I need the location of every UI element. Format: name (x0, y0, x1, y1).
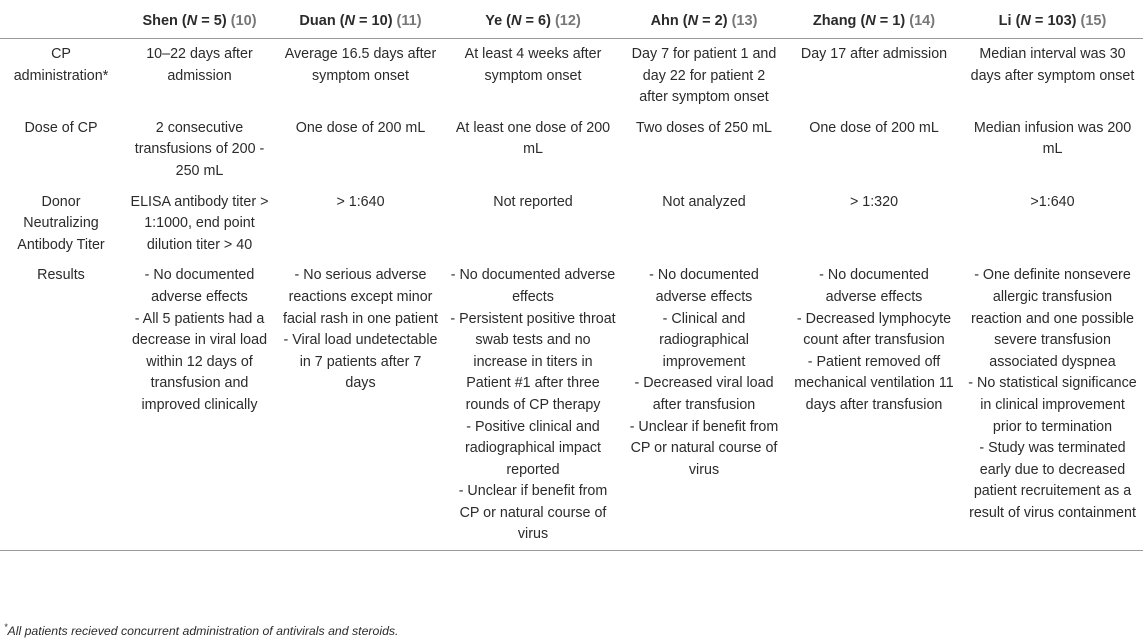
table-row (0, 113, 1143, 187)
footnote-mark: * (4, 622, 8, 632)
cell-text: Day 17 after admission (800, 46, 948, 62)
header-n-label: N (344, 13, 356, 29)
table-cell (122, 260, 277, 550)
header-author: Ahn (650, 13, 679, 29)
header-ref: 15 (1085, 13, 1102, 29)
cell-text: One dose of 200 mL (295, 119, 426, 136)
table-cell (277, 113, 444, 187)
row-label: CP administration* (13, 46, 109, 84)
header-cell-study: Ahn (N = 2) (13) (650, 13, 758, 29)
header-author: Li (998, 13, 1012, 29)
header-n-label: N (186, 13, 198, 29)
table-cell (277, 260, 444, 550)
table-row (0, 260, 1143, 550)
cell-text: - Decreased lymphocyte count after transfusion (796, 310, 952, 349)
header-n-value: 10 (371, 13, 388, 29)
table-cell (444, 39, 622, 113)
cell-text: - Unclear if benefit from CP or natural course of virus (629, 418, 779, 478)
cell-text: >1:640 (1030, 193, 1075, 210)
cell-text: At least 4 weeks after symptom onset (464, 46, 602, 84)
cell-text: Not analyzed (662, 193, 746, 210)
cell-text: - One definite nonsevere allergic transfusion reaction and one possible severe transfusion associated dyspnea (971, 267, 1134, 370)
table-cell (962, 260, 1143, 550)
header-author: Ye (485, 13, 503, 29)
header-ref: 10 (235, 13, 252, 29)
cell-text: > 1:320 (849, 193, 899, 210)
table-cell (622, 187, 786, 261)
header-author: Duan (299, 13, 336, 29)
cell-text: Median interval was 30 days after symptom onset (970, 46, 1135, 84)
table-cell (786, 39, 962, 113)
header-n-value: 1 (892, 13, 901, 29)
table-cell (622, 113, 786, 187)
header-row (0, 4, 1143, 39)
cell-text: Day 7 for patient 1 and day 22 for patient 2 after symptom onset (631, 46, 777, 106)
table-row (0, 187, 1143, 261)
header-n-label: N (687, 13, 699, 29)
row-label: Donor Neutralizing Antibody Titer (17, 193, 105, 253)
header-cell-study: Duan (N = 10) (11) (299, 13, 422, 29)
cell-text: Average 16.5 days after symptom onset (284, 46, 437, 84)
cell-text: - No documented adverse effects (450, 267, 616, 305)
clinical-trials-table (0, 4, 1143, 551)
cell-text: Median infusion was 200 mL (973, 119, 1132, 158)
table-cell (122, 113, 277, 187)
header-cell-study: Li (N = 103) (15) (998, 13, 1107, 29)
table-cell (786, 260, 962, 550)
header-n-value: 6 (538, 13, 547, 29)
cell-text: One dose of 200 mL (809, 119, 939, 136)
table-cell (444, 187, 622, 261)
header-cell-blank (0, 4, 122, 39)
cell-text: 10–22 days after admission (146, 46, 253, 84)
table-cell (444, 260, 622, 550)
header-cell-study: Ye (N = 6) (12) (485, 13, 581, 29)
header-cell-study: Zhang (N = 1) (14) (812, 13, 936, 29)
table-cell (622, 39, 786, 113)
cell-text: - Decreased viral load after transfusion (634, 375, 774, 413)
cell-text: - Study was terminated early due to decreased patient recruitement as a result of virus containment (969, 440, 1136, 521)
table-cell (962, 113, 1143, 187)
cell-text: - Clinical and radiographical improvement (659, 310, 749, 370)
cell-text: - Viral load undetectable in 7 patients after 7 days (283, 332, 438, 392)
table-cell (277, 39, 444, 113)
row-label: Results (37, 267, 85, 284)
cell-text: - No documented adverse effects (819, 267, 929, 305)
header-author: Zhang (812, 13, 857, 29)
header-n-label: N (865, 13, 876, 29)
header-n-value: 5 (213, 13, 222, 29)
cell-text: ELISA antibody titer > 1:1000, end point dilution titer > 40 (130, 193, 269, 253)
cell-text: - Unclear if benefit from CP or natural course of virus (458, 483, 608, 543)
cell-text: Not reported (493, 193, 573, 210)
table-cell (122, 187, 277, 261)
table-cell (962, 187, 1143, 261)
cell-text: - No documented adverse effects (144, 267, 255, 305)
header-n-value: 103 (1047, 13, 1072, 29)
table-header (0, 4, 1143, 39)
table-cell (277, 187, 444, 261)
table-body (0, 39, 1143, 551)
table-cell (444, 113, 622, 187)
table-cell (962, 39, 1143, 113)
header-cell-study: Shen (N = 5) (10) (142, 13, 257, 29)
header-ref: 11 (401, 13, 417, 29)
cell-text: - No serious adverse reactions except minor facial rash in one patient (283, 267, 438, 327)
table-footnote (4, 622, 398, 638)
header-author: Shen (142, 13, 178, 29)
table-row (0, 39, 1143, 113)
header-n-label: N (1020, 13, 1031, 29)
header-n-value: 2 (714, 13, 723, 29)
footnote-text: All patients recieved concurrent administration of antivirals and steroids. (7, 624, 399, 639)
cell-text: - Patient removed off mechanical ventilation 11 days after transfusion (794, 353, 954, 413)
cell-text: - No documented adverse effects (649, 267, 759, 305)
table-cell (786, 187, 962, 261)
cell-text: - Positive clinical and radiographical impact reported (465, 418, 601, 478)
cell-text: At least one dose of 200 mL (455, 119, 611, 158)
cell-text: - All 5 patients had a decrease in viral load within 12 days of transfusion and improved clinically (131, 310, 268, 413)
header-ref: 14 (914, 13, 931, 29)
header-n-label: N (511, 13, 522, 29)
row-label: Dose of CP (24, 119, 98, 136)
header-ref: 13 (736, 13, 753, 29)
cell-text: - Persistent positive throat swab tests and no increase in titers in Patient #1 after three rounds of CP therapy (450, 310, 616, 413)
table-cell (786, 113, 962, 187)
cell-text: 2 consecutive transfusions of 200 - 250 mL (134, 119, 265, 179)
header-ref: 12 (559, 13, 576, 29)
cell-text: Two doses of 250 mL (636, 119, 772, 136)
cell-text: - No statistical significance in clinical improvement prior to termination (968, 375, 1137, 435)
table-cell (622, 260, 786, 550)
table-cell (122, 39, 277, 113)
cell-text: > 1:640 (336, 193, 385, 210)
